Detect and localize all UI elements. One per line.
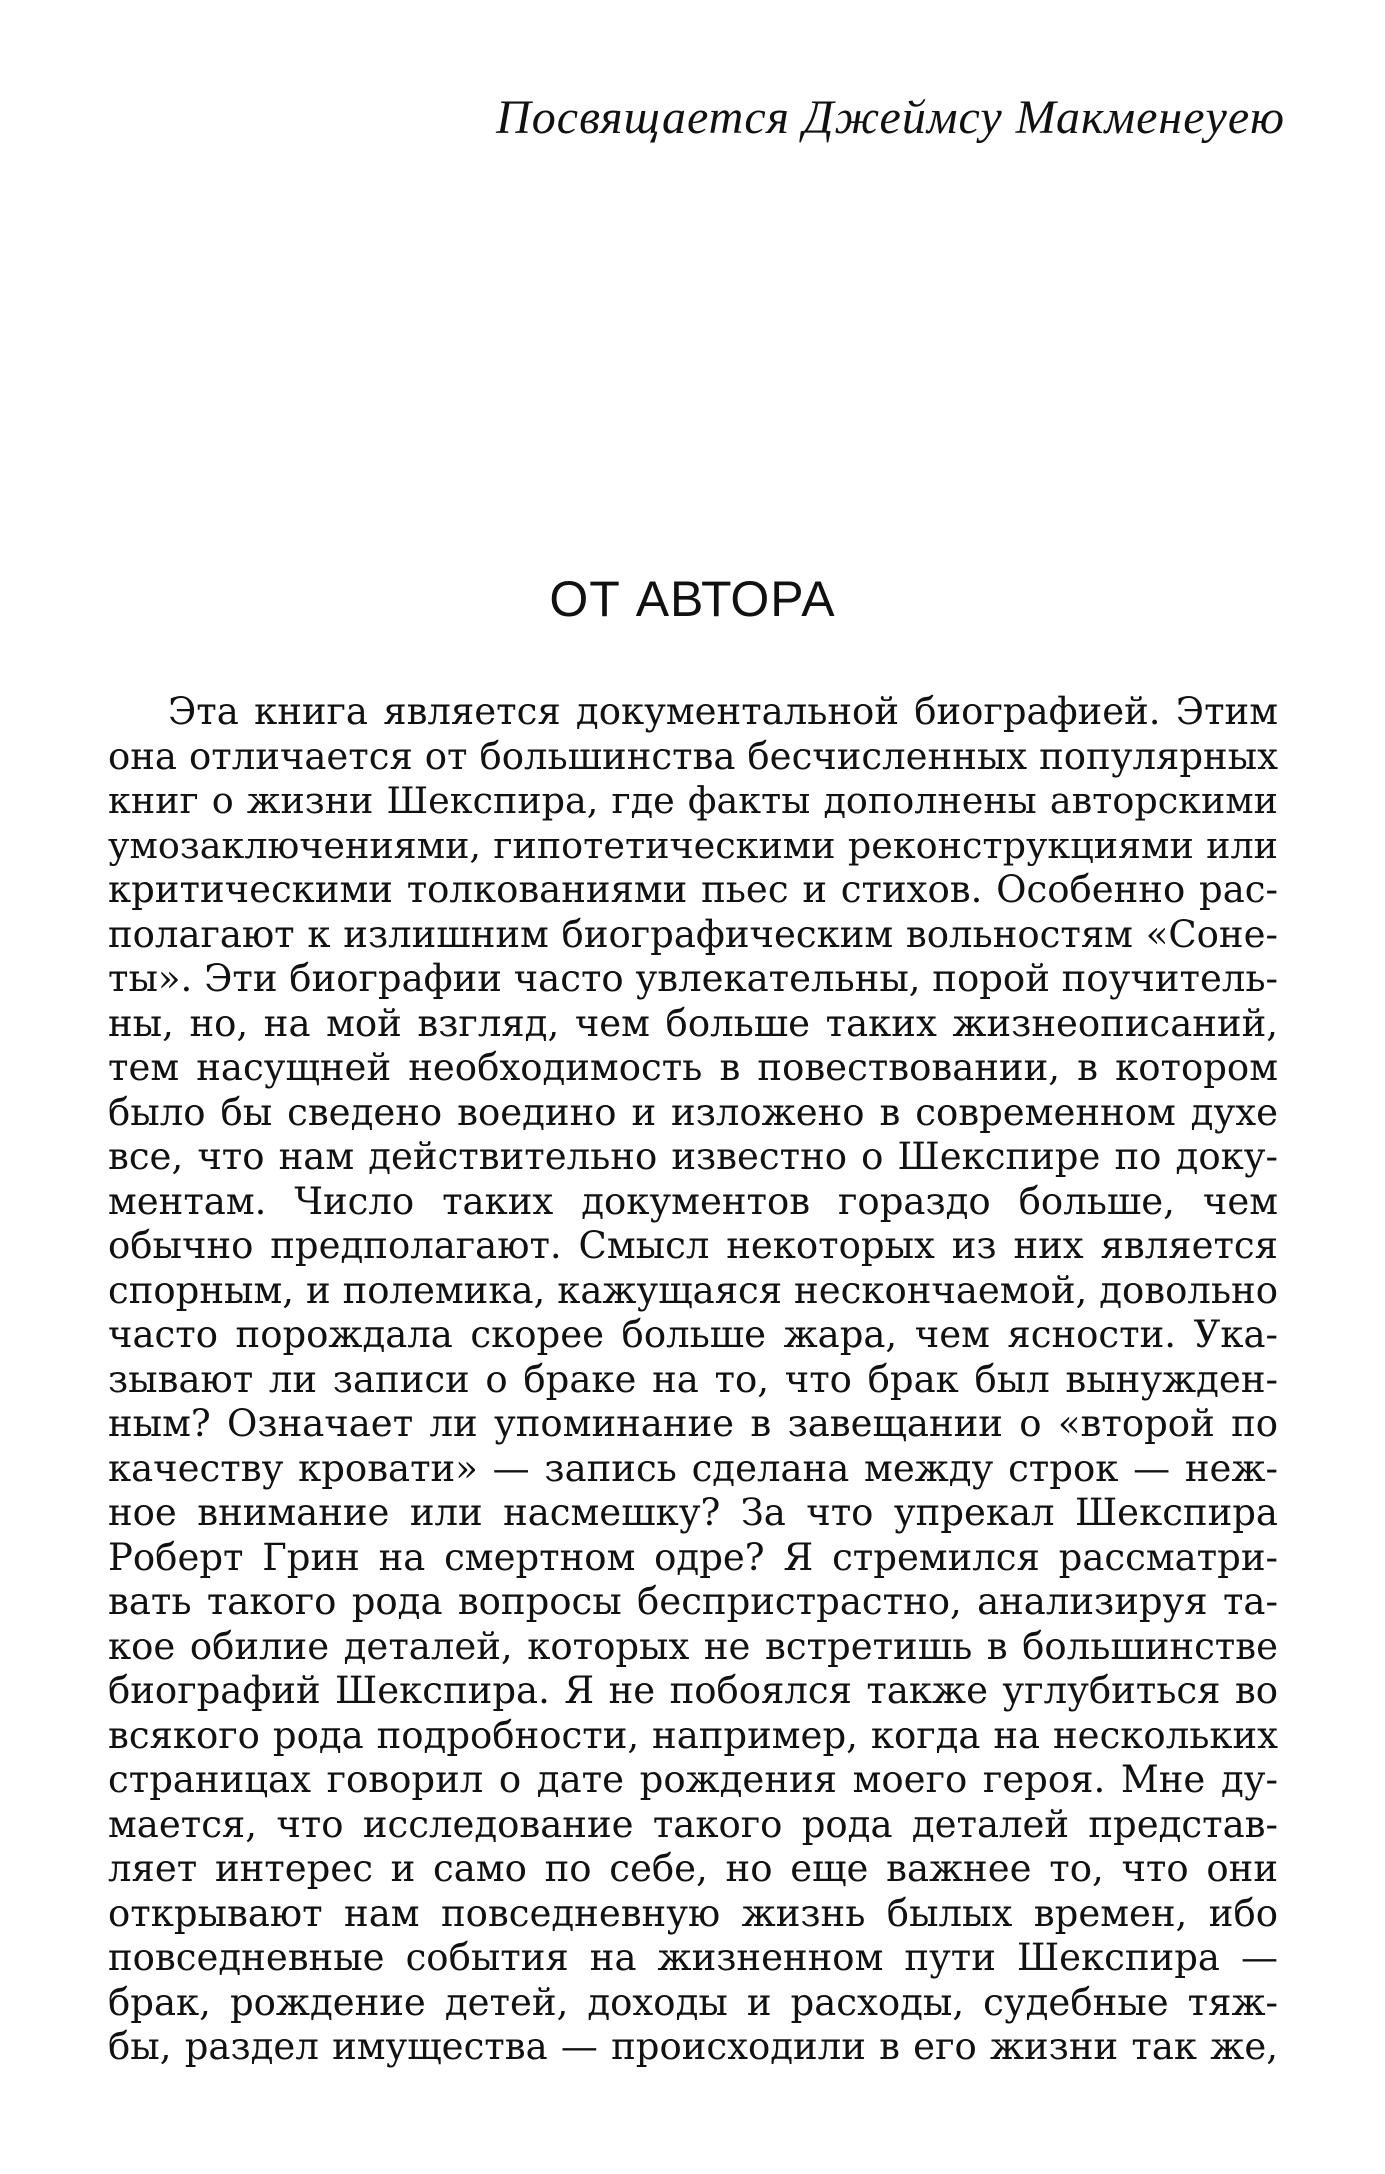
chapter-heading: ОТ АВТОРА [549, 571, 836, 627]
text-line: умозаключениями, гипотетическими реконструкциями или [108, 823, 1278, 867]
text-line: мается, что исследование такого рода деталей представ- [108, 1802, 1278, 1846]
text-line: брак, рождение детей, доходы и расходы, судебные тяж- [108, 1980, 1278, 2024]
text-line: Роберт Грин на смертном одре? Я стремился рассматри- [108, 1535, 1278, 1579]
text-line: она отличается от большинства бесчисленных популярных [108, 734, 1278, 778]
text-line: качеству кровати» — запись сделана между строк — неж- [108, 1446, 1278, 1490]
body-paragraph [108, 690, 1278, 2070]
text-line: спорным, и полемика, кажущаяся нескончаемой, довольно [108, 1268, 1278, 1312]
text-line: ны, но, на мой взгляд, чем больше таких жизнеописаний, [108, 1001, 1278, 1045]
text-line: кое обилие деталей, которых не встретишь в большинстве [108, 1624, 1278, 1668]
text-line: обычно предполагают. Смысл некоторых из них является [108, 1224, 1278, 1267]
text-line: книг о жизни Шекспира, где факты дополнены авторскими [108, 779, 1278, 822]
text-line: ментам. Число таких документов гораздо больше, чем [108, 1179, 1278, 1223]
text-line: вать такого рода вопросы беспристрастно, анализируя та- [108, 1580, 1278, 1623]
text-line: было бы сведено воедино и изложено в современном духе [108, 1090, 1278, 1134]
text-line: зывают ли записи о браке на то, что брак был вынужден- [108, 1357, 1278, 1401]
text-line: полагают к излишним биографическим вольностям «Соне- [108, 912, 1278, 956]
dedication: Посвящается Джеймсу Макменеуею [496, 91, 1285, 144]
text-line: всякого рода подробности, например, когда на нескольких [108, 1713, 1278, 1757]
text-line: ное внимание или насмешку? За что упрекал Шекспира [108, 1491, 1278, 1534]
text-line: все, что нам действительно известно о Шекспире по доку- [108, 1135, 1278, 1178]
text-line: Эта книга является документальной биографией. Этим [168, 690, 1278, 733]
text-line: страницах говорил о дате рождения моего героя. Мне ду- [108, 1758, 1278, 1801]
text-line: ляет интерес и само по себе, но еще важнее то, что они [108, 1847, 1278, 1890]
text-line: тем насущней необходимость в повествовании, в котором [108, 1046, 1278, 1089]
text-line: ным? Означает ли упоминание в завещании о «второй по [108, 1402, 1278, 1445]
text-line: часто порождала скорее больше жара, чем ясности. Ука- [108, 1313, 1278, 1356]
text-line: ты». Эти биографии часто увлекательны, порой поучитель- [108, 957, 1278, 1000]
text-line: бы, раздел имущества — происходили в его жизни так же, [108, 2025, 1278, 2068]
text-line: биографий Шекспира. Я не побоялся также углубиться во [108, 1669, 1278, 1712]
text-line: открывают нам повседневную жизнь былых времен, ибо [108, 1891, 1278, 1935]
text-line: повседневные события на жизненном пути Шекспира — [108, 1936, 1278, 1979]
text-line: критическими толкованиями пьес и стихов. Особенно рас- [108, 868, 1278, 911]
